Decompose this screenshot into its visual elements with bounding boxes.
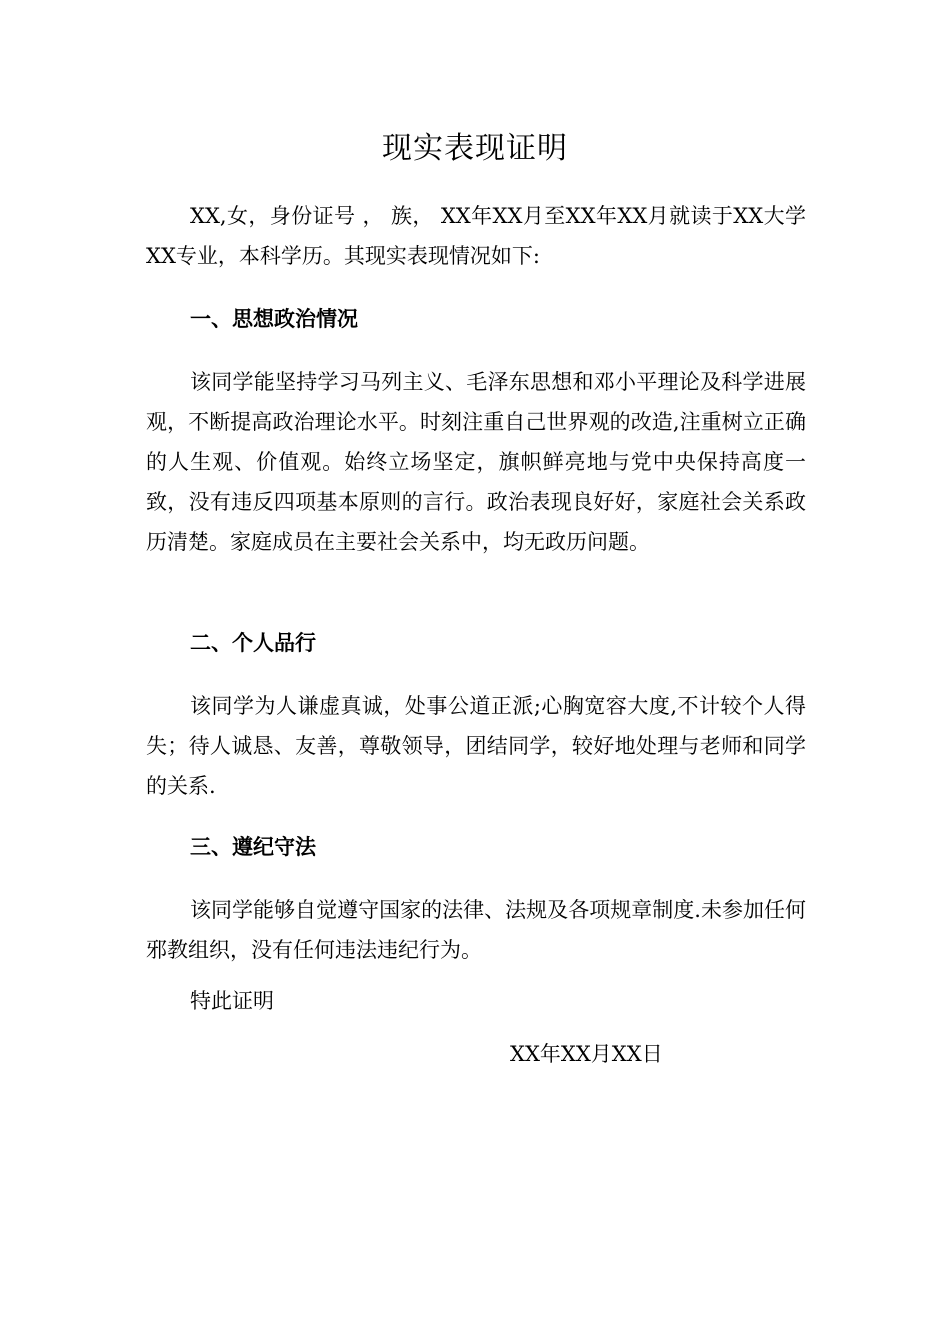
closing-statement: 特此证明: [190, 989, 274, 1013]
document-title: 现实表现证明: [382, 131, 568, 166]
intro-paragraph: XX,女，身份证号 ， 族， XX年XX月至XX年XX月就读于XX大学XX专业，本科学历。其现实表现情况如下:: [146, 204, 806, 268]
section-heading-politics: 一、思想政治情况: [190, 307, 358, 331]
section-body-character: 该同学为人谦虚真诚，处事公道正派;心胸宽容大度,不计较个人得失；待人诚恳、友善，尊敬领导，团结同学，较好地处理与老师和同学的关系.: [146, 694, 806, 798]
section-heading-character: 二、个人品行: [190, 631, 316, 655]
section-heading-law: 三、遵纪守法: [190, 835, 316, 859]
section-body-politics: 该同学能坚持学习马列主义、毛泽东思想和邓小平理论及科学进展观，不断提高政治理论水平。时刻注重自己世界观的改造,注重树立正确的人生观、价值观。始终立场坚定，旗帜鲜亮地与党中央保持高度一致，没有违反四项基本原则的言行。政治表现良好好，家庭社会关系政历清楚。家庭成员在主要社会关系中，均无政历问题。: [146, 370, 806, 554]
document-date: XX年XX月XX日: [510, 1042, 663, 1066]
section-body-law: 该同学能够自觉遵守国家的法律、法规及各项规章制度.未参加任何邪教组织，没有任何违法违纪行为。: [146, 898, 806, 962]
